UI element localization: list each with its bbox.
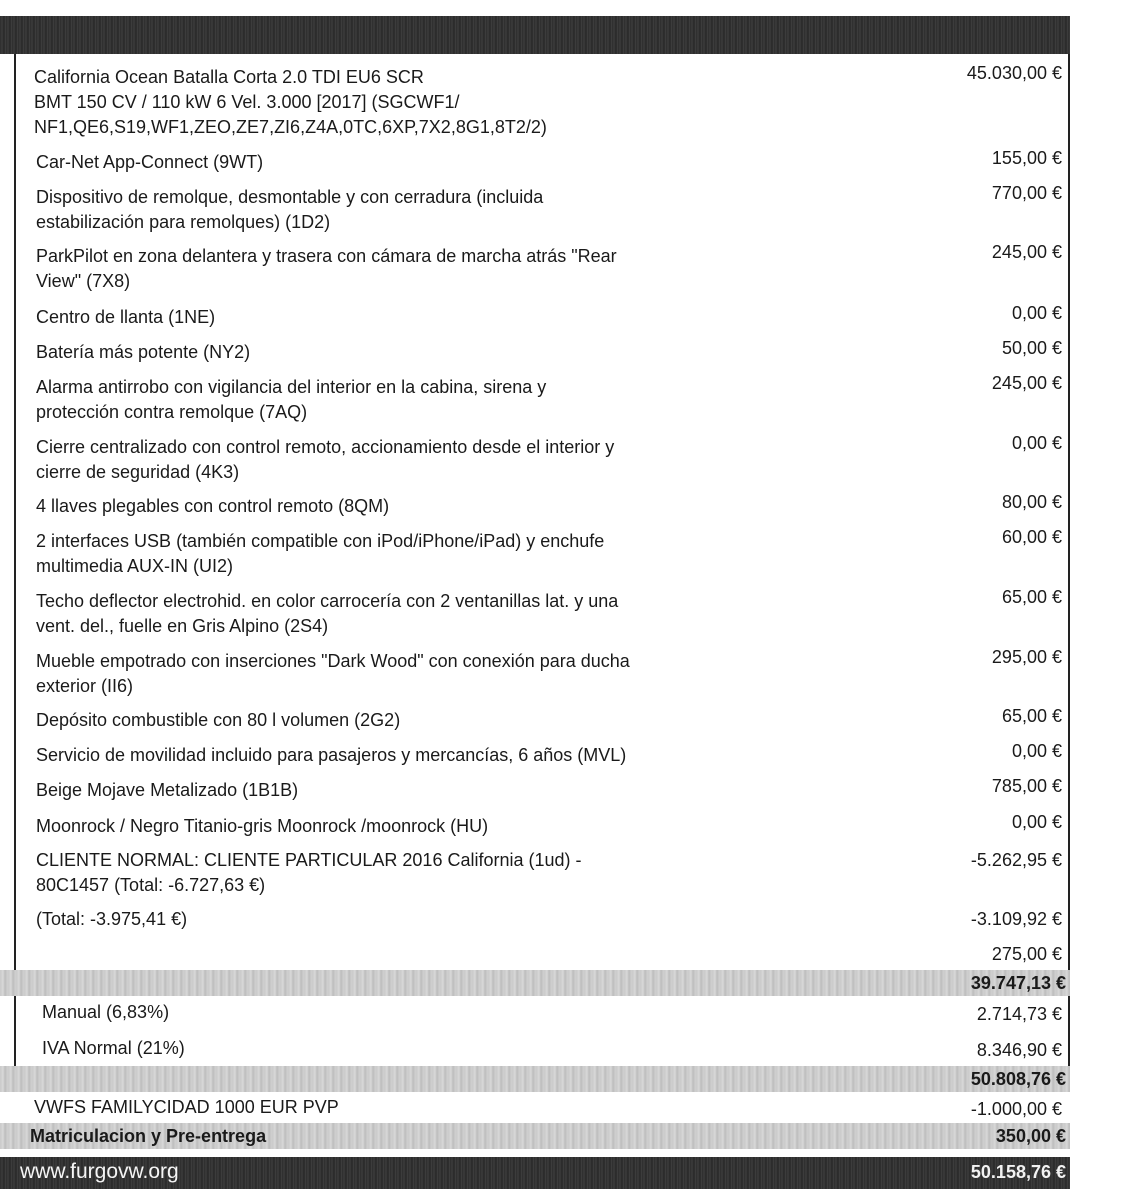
- subtotal-band: [0, 970, 1070, 996]
- item-amount: 65,00 €: [1001, 587, 1062, 607]
- item-amount: 45.030,00 €: [966, 63, 1062, 83]
- item-amount: 245,00 €: [991, 242, 1062, 262]
- item-description: 2 interfaces USB (también compatible con iPod/iPhone/iPad) y enchufe multimedia AUX-IN (UI2): [36, 531, 605, 576]
- tax-description: IVA Normal (21%): [42, 1038, 185, 1058]
- subtotal2-amount: 50.808,76 €: [970, 1069, 1066, 1089]
- item-amount: 785,00 €: [991, 776, 1062, 796]
- tax-description: Manual (6,83%): [42, 1002, 170, 1022]
- item-amount: -5.262,95 €: [970, 850, 1062, 870]
- item-amount: 50,00 €: [1001, 338, 1062, 358]
- item-description: Depósito combustible con 80 l volumen (2G2): [36, 710, 401, 730]
- left-border: [14, 54, 16, 970]
- item-amount: 0,00 €: [1011, 741, 1062, 761]
- item-description: ParkPilot en zona delantera y trasera con cámara de marcha atrás "Rear View" (7X8): [36, 246, 617, 291]
- registration-amount: 350,00 €: [995, 1126, 1066, 1146]
- item-amount: 295,00 €: [991, 647, 1062, 667]
- item-amount: 0,00 €: [1011, 303, 1062, 323]
- left-border-2: [14, 996, 16, 1066]
- item-description: Centro de llanta (1NE): [36, 307, 216, 327]
- item-description: Techo deflector electrohid. en color carrocería con 2 ventanillas lat. y una vent. del., fuelle en Gris Alpino (2S4): [36, 591, 619, 636]
- item-description: Cierre centralizado con control remoto, accionamiento desde el interior y cierre de seguridad (4K3): [36, 437, 615, 482]
- item-amount: 0,00 €: [1011, 433, 1062, 453]
- item-description: Beige Mojave Metalizado (1B1B): [36, 780, 299, 800]
- item-amount: 245,00 €: [991, 373, 1062, 393]
- item-amount: 65,00 €: [1001, 706, 1062, 726]
- item-description: (Total: -3.975,41 €): [36, 909, 188, 929]
- discount-description: VWFS FAMILYCIDAD 1000 EUR PVP: [34, 1097, 339, 1117]
- item-description: Servicio de movilidad incluido para pasajeros y mercancías, 6 años (MVL): [36, 745, 627, 765]
- tax-amount: 8.346,90 €: [976, 1040, 1062, 1060]
- item-amount: 60,00 €: [1001, 527, 1062, 547]
- item-description: Mueble empotrado con inserciones "Dark Wood" con conexión para ducha exterior (II6): [36, 651, 630, 696]
- item-amount: 155,00 €: [991, 148, 1062, 168]
- item-amount: -3.109,92 €: [970, 909, 1062, 929]
- item-amount: 275,00 €: [991, 944, 1062, 964]
- watermark-text: www.furgovw.org: [20, 1160, 179, 1183]
- item-description: Alarma antirrobo con vigilancia del interior en la cabina, sirena y protección contra remolque (7AQ): [36, 377, 547, 422]
- discount-amount: -1.000,00 €: [970, 1099, 1062, 1119]
- item-description: Batería más potente (NY2): [36, 342, 251, 362]
- item-amount: 770,00 €: [991, 183, 1062, 203]
- item-amount: 0,00 €: [1011, 812, 1062, 832]
- registration-description: Matriculacion y Pre-entrega: [30, 1126, 267, 1146]
- subtotal-amount: 39.747,13 €: [970, 973, 1066, 993]
- item-description: Car-Net App-Connect (9WT): [36, 152, 264, 172]
- header-bar: [0, 16, 1070, 54]
- total-amount: 50.158,76 €: [970, 1162, 1066, 1182]
- tax-amount: 2.714,73 €: [976, 1004, 1062, 1024]
- right-border-2: [1068, 996, 1070, 1066]
- item-description: California Ocean Batalla Corta 2.0 TDI EU6 SCR BMT 150 CV / 110 kW 6 Vel. 3.000 [2017] (SGCWF1/ NF1,QE6,S19,WF1,ZEO,ZE7,ZI6,Z4A,0TC,6XP,7X2,8G1,8T2/2): [34, 67, 547, 137]
- item-amount: 80,00 €: [1001, 492, 1062, 512]
- item-description: Dispositivo de remolque, desmontable y con cerradura (incluida estabilización para remolques) (1D2): [36, 187, 544, 232]
- item-description: CLIENTE NORMAL: CLIENTE PARTICULAR 2016 California (1ud) - 80C1457 (Total: -6.727,63 €): [36, 850, 582, 895]
- subtotal2-band: [0, 1066, 1070, 1092]
- item-description: 4 llaves plegables con control remoto (8QM): [36, 496, 390, 516]
- item-description: Moonrock / Negro Titanio-gris Moonrock /moonrock (HU): [36, 816, 489, 836]
- right-border: [1068, 54, 1070, 970]
